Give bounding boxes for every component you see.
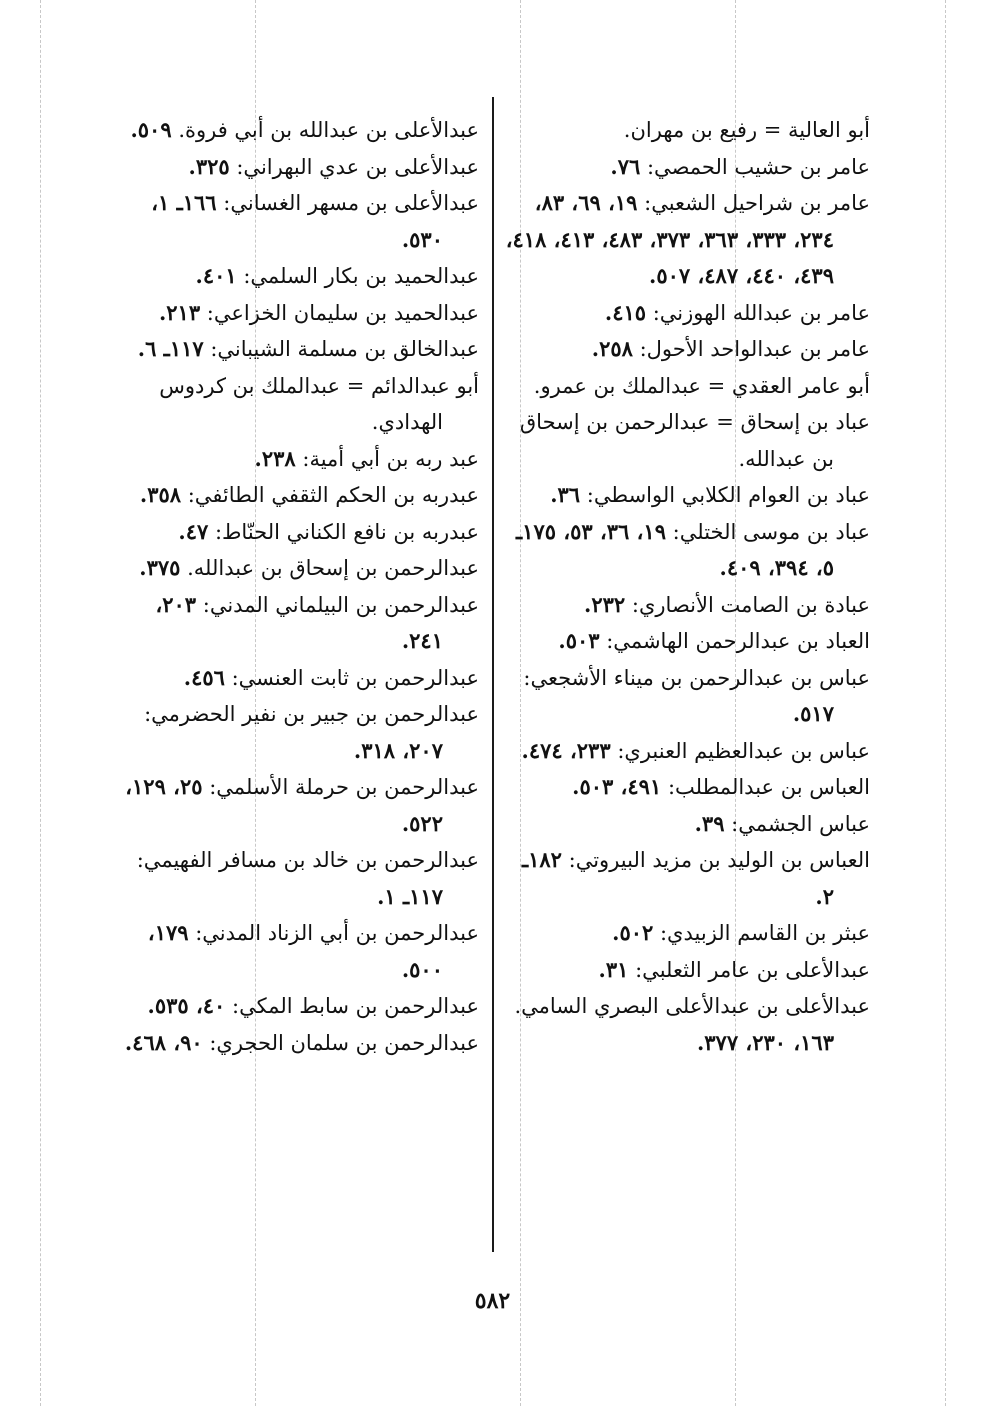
entry-name: عبدالرحمن بن سلمان الحجري: [209, 1030, 479, 1055]
entry-page-refs: ٢٣٢. [584, 591, 626, 617]
entry-page-refs: ٣٧٥. [139, 555, 181, 580]
entry-page-refs: ٤٧. [178, 518, 209, 544]
index-entry [505, 514, 870, 587]
page-number: ٥٨٢ [474, 1288, 511, 1314]
entry-page-refs: ٣٦. [550, 482, 581, 507]
index-entry [117, 842, 479, 915]
index-entry [505, 915, 870, 952]
entry-name: عبدربه بن نافع الكناني الحنّاط: [214, 519, 479, 544]
index-entry [505, 587, 870, 624]
entry-name: عبد ربه بن أبي أمية: [302, 446, 479, 471]
entry-page-refs: ٤٩١، ٥٠٣. [572, 774, 662, 799]
index-entry [505, 769, 870, 806]
entry-page-refs: ١١٧ـ ٦. [137, 336, 204, 361]
index-entry [505, 477, 870, 514]
entry-name: عبدالرحمن بن إسحاق بن عبدالله. [187, 556, 479, 580]
index-column-left [117, 112, 479, 1061]
index-entry [117, 988, 479, 1025]
index-entry [505, 112, 870, 149]
index-entry [117, 1025, 479, 1062]
index-entry [117, 696, 479, 769]
entry-name: عامر بن حشيب الحمصي: [646, 154, 870, 179]
entry-name: العباس بن عبدالمطلب: [667, 775, 870, 799]
entry-page-refs: ٥٠٩. [130, 117, 172, 142]
entry-name: أبو عبدالدائم = عبدالملك بن كردوس الهدادي. [159, 373, 479, 434]
index-entry [505, 806, 870, 843]
entry-name: عبدالأعلى بن عامر الثعلبي: [635, 957, 870, 982]
entry-name: عبدالرحمن بن البيلماني المدني: [202, 592, 479, 617]
entry-page-refs: ٧٦. [610, 153, 641, 179]
entry-name: عباد بن موسى الختلي: [672, 519, 870, 544]
entry-page-refs: ٤٠١. [195, 263, 237, 288]
entry-page-refs: ٤٥٦. [183, 664, 225, 690]
entry-name: عامر بن شراحيل الشعبي: [644, 191, 870, 215]
entry-page-refs: ١٦٣، ٢٣٠، ٣٧٧. [696, 1029, 834, 1055]
entry-name: عبدالرحمن بن ثابت العنسي: [231, 665, 479, 690]
index-entry [117, 915, 479, 988]
entry-name: عباس بن عبدالعظيم العنبري: [617, 738, 870, 763]
index-entry [117, 441, 479, 478]
entry-name: عبدالرحمن بن خالد بن مسافر الفهيمي: [136, 848, 479, 872]
entry-name: العباس بن الوليد بن مزيد البيروتي: [568, 848, 870, 872]
entry-name: عامر بن عبدالواحد الأحول: [639, 337, 870, 361]
entry-page-refs: ٩٠، ٤٦٨. [124, 1029, 203, 1055]
index-entry [505, 404, 870, 477]
entry-page-refs: ٢٥٨. [591, 336, 633, 361]
entry-page-refs: ٢٠٣، ٢٤١. [155, 591, 443, 653]
index-entry [505, 149, 870, 186]
index-entry [505, 733, 870, 770]
entry-name: عبدالرحمن بن سابط المكي: [232, 994, 479, 1018]
index-entry [117, 149, 479, 186]
entry-name: عبدربه بن الحكم الثقفي الطائفي: [187, 483, 479, 507]
entry-page-refs: ٤١٥. [604, 299, 647, 325]
entry-page-refs: ٣٢٥. [188, 153, 230, 179]
index-entry [117, 587, 479, 660]
index-entry [117, 331, 479, 368]
entry-name: عباد بن إسحاق = عبدالرحمن بن إسحاق بن عبدالله. [519, 410, 870, 471]
entry-page-refs: ١٦٦ـ ١، ٥٣٠. [151, 190, 443, 252]
index-entry [117, 514, 479, 551]
entry-name: عبدالحميد بن بكار السلمي: [243, 264, 479, 288]
entry-page-refs: ٢٥، ١٢٩، ٥٢٢. [125, 774, 443, 836]
entry-page-refs: ٣٥٨. [139, 482, 182, 507]
index-entry [117, 769, 479, 842]
index-entry [117, 660, 479, 697]
column-divider [492, 97, 494, 1252]
index-entry [505, 660, 870, 733]
entry-page-refs: ٢٣٨. [254, 445, 296, 471]
entry-name: عباد بن العوام الكلابي الواسطي: [586, 483, 870, 507]
index-entry [505, 623, 870, 660]
entry-name: عبدالأعلى بن مسهر الغساني: [223, 191, 479, 215]
entry-name: عبدالرحمن بن حرملة الأسلمي: [209, 775, 479, 799]
entry-name: العباد بن عبدالرحمن الهاشمي: [606, 629, 870, 653]
entry-page-refs: ١٩، ٣٦، ٥٣، ١٧٥ـ ٥، ٣٩٤، ٤٠٩. [516, 518, 834, 580]
entry-page-refs: ٤٠، ٥٣٥. [147, 993, 226, 1018]
entry-page-refs: ٣٩. [694, 810, 725, 836]
index-entry [505, 368, 870, 405]
entry-name: عبدالخالق بن مسلمة الشيباني: [210, 337, 479, 361]
entry-page-refs: ٢٠٧، ٣١٨. [353, 737, 443, 763]
entry-name: أبو عامر العقدي = عبدالملك بن عمرو. [533, 373, 870, 398]
index-entry [505, 842, 870, 915]
index-entry [505, 295, 870, 332]
entry-name: عبدالحميد بن سليمان الخزاعي: [206, 300, 479, 325]
index-column-right [505, 112, 870, 1061]
entry-name: عبدالأعلى بن عدي البهراني: [236, 154, 479, 179]
entry-name: عبدالأعلى بن عبدالأعلى البصري السامي. [514, 994, 870, 1018]
scan-guide-line [40, 0, 41, 1406]
index-entry [117, 112, 479, 149]
index-entry [505, 988, 870, 1061]
entry-page-refs: ١١٧ـ ١. [377, 883, 443, 909]
index-entry [117, 258, 479, 295]
index-entry [117, 477, 479, 514]
entry-name: عامر بن عبدالله الهوزني: [652, 300, 870, 325]
entry-page-refs: ١٨٢ـ ٢. [521, 847, 834, 909]
entry-name: عبدالرحمن بن جبير بن نفير الحضرمي: [144, 702, 479, 726]
index-entry [505, 331, 870, 368]
index-entry [117, 368, 479, 441]
entry-page-refs: ٥٠٣. [558, 628, 600, 653]
index-entry [117, 295, 479, 332]
entry-page-refs: ٣١. [598, 956, 629, 982]
entry-name: عباس الجشمي: [731, 811, 870, 836]
index-entry [505, 185, 870, 295]
entry-page-refs: ٢٣٣، ٤٧٤. [521, 737, 611, 763]
entry-name: عباس بن عبدالرحمن بن ميناء الأشجعي: [523, 665, 870, 690]
entry-page-refs: ١٩، ٦٩، ٨٣، ٢٣٤، ٣٣٣، ٣٦٣، ٣٧٣، ٤٨٣، ٤١٣، ٤١٨، ٤٣٩، ٤٤٠، ٤٨٧، ٥٠٧. [505, 190, 834, 288]
entry-name: عبدالرحمن بن أبي الزناد المدني: [195, 921, 479, 945]
entry-page-refs: ٢١٣. [158, 299, 201, 325]
entry-page-refs: ٥٠٢. [612, 920, 654, 945]
entry-name: عبادة بن الصامت الأنصاري: [631, 592, 870, 617]
entry-name: عبدالأعلى بن عبدالله بن أبي فروة. [178, 118, 479, 142]
scan-guide-line [945, 0, 946, 1406]
entry-name: عبثر بن القاسم الزبيدي: [659, 921, 870, 945]
entry-page-refs: ١٧٩، ٥٠٠. [147, 920, 443, 982]
entry-page-refs: ٥١٧. [792, 701, 834, 726]
index-entry [117, 550, 479, 587]
index-entry [117, 185, 479, 258]
entry-name: أبو العالية = رفيع بن مهران. [623, 118, 870, 142]
index-entry [505, 952, 870, 989]
